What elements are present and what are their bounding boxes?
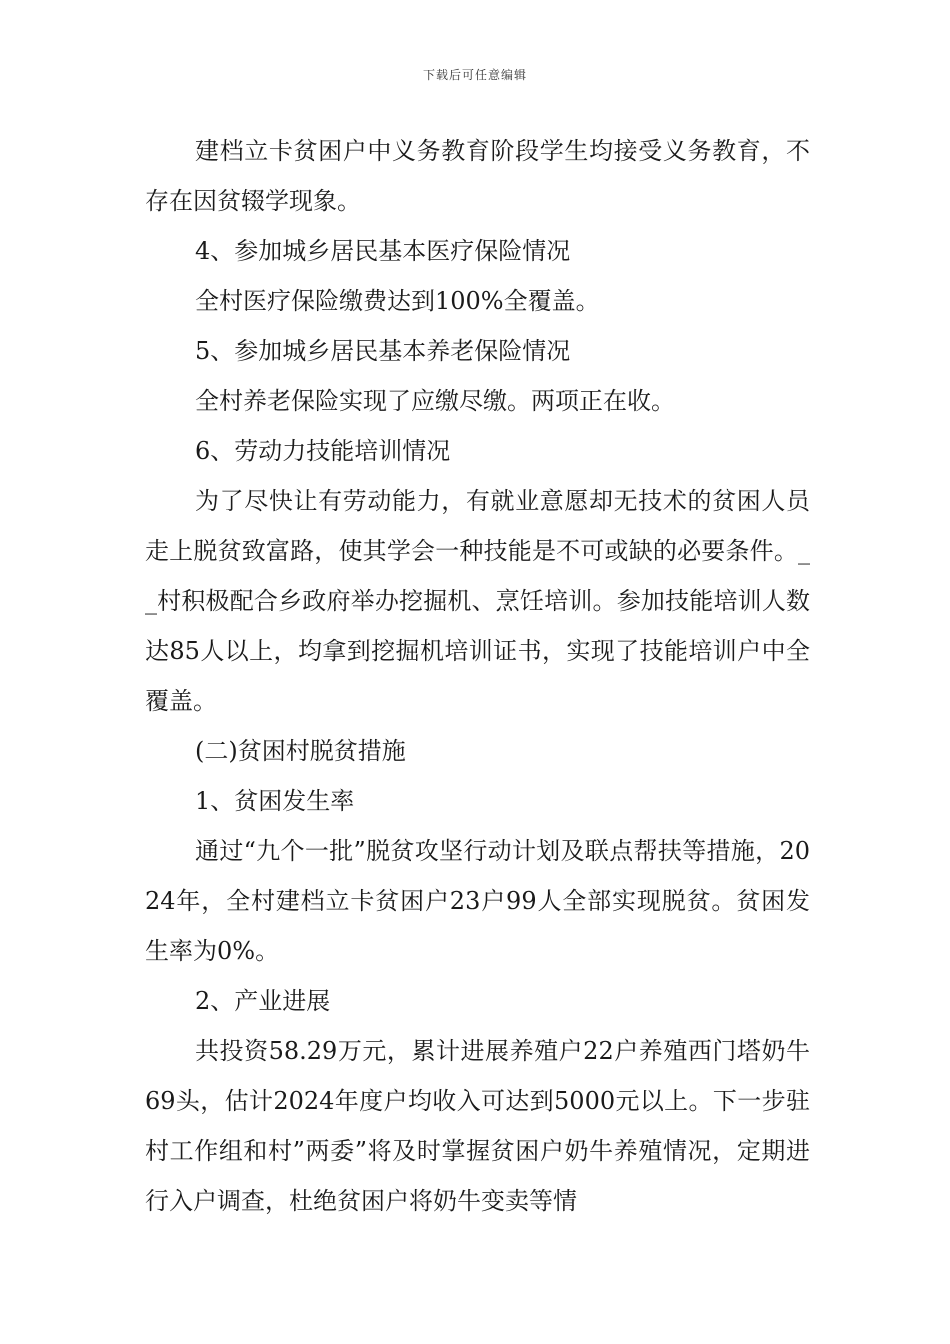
page-header: 下载后可任意编辑 (422, 68, 527, 82)
paragraph-medical-insurance: 全村医疗保险缴费达到100%全覆盖。 (195, 287, 600, 315)
heading-pension-insurance: 5、参加城乡居民基本养老保险情况 (195, 337, 571, 365)
document-body (145, 126, 810, 1226)
paragraph-education: 建档立卡贫困户中义务教育阶段学生均接受义务教育，不存在因贫辍学现象。 (145, 137, 810, 215)
heading-medical-insurance: 4、参加城乡居民基本医疗保险情况 (195, 237, 571, 265)
paragraph-pension-insurance: 全村养老保险实现了应缴尽缴。两项正在收。 (195, 387, 675, 415)
heading-industry-progress: 2、产业进展 (195, 987, 331, 1015)
paragraph-industry-progress: 共投资58.29万元，累计进展养殖户22户养殖西门塔奶牛69头，估计2024年度户均收入可达到5000元以上。下一步驻村工作组和村”两委”将及时掌握贫困户奶牛养殖情况，定期进行入户调查，杜绝贫困户将奶牛变卖等情 (145, 1037, 810, 1215)
heading-skills-training: 6、劳动力技能培训情况 (195, 437, 451, 465)
heading-poverty-measures: (二)贫困村脱贫措施 (195, 737, 406, 765)
heading-poverty-rate: 1、贫困发生率 (195, 787, 355, 815)
paragraph-skills-training: 为了尽快让有劳动能力，有就业意愿却无技术的贫困人员走上脱贫致富路，使其学会一种技能是不可或缺的必要条件。__村积极配合乡政府举办挖掘机、烹饪培训。参加技能培训人数达85人以上，均拿到挖掘机培训证书，实现了技能培训户中全覆盖。 (145, 487, 810, 715)
paragraph-poverty-rate: 通过“九个一批”脱贫攻坚行动计划及联点帮扶等措施，2024年，全村建档立卡贫困户23户99人全部实现脱贫。贫困发生率为0%。 (145, 837, 810, 965)
